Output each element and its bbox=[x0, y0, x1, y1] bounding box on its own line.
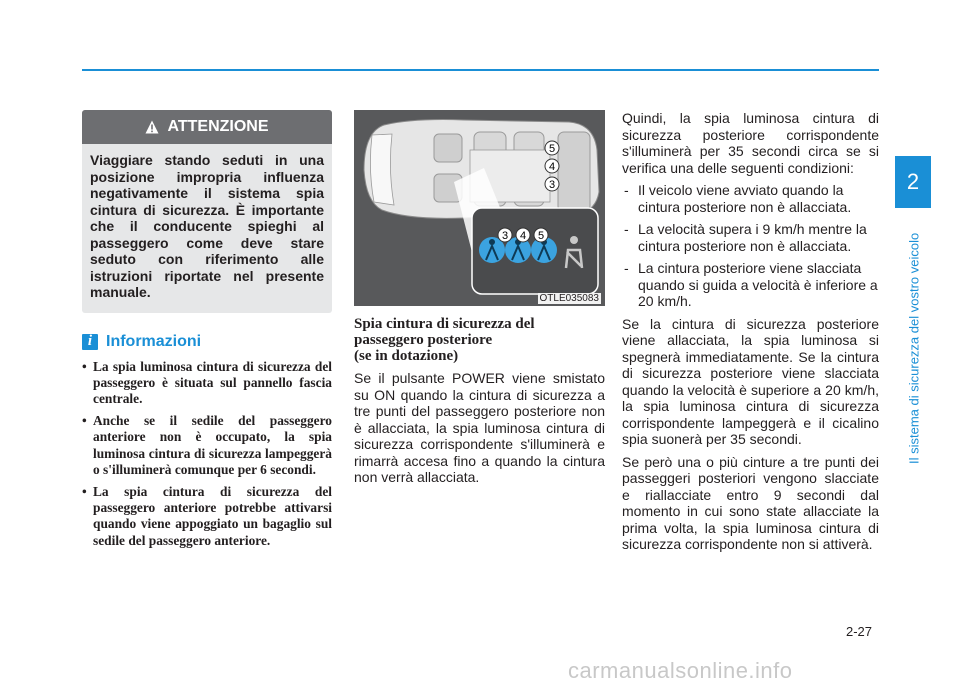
condition-item: - La velocità supera i 9 km/h mentre la cintura posteriore non è allacciata. bbox=[622, 221, 879, 254]
info-bullet: • La spia luminosa cintura di sicurezza del passeggero è situata sul pannello fascia centrale. bbox=[82, 359, 332, 408]
header-rule bbox=[82, 69, 879, 71]
condition-item: - La cintura posteriore viene slacciata quando si guida a velocità è inferiore a 20 km/h. bbox=[622, 260, 879, 310]
section-paragraph: Se il pulsante POWER viene smistato su ON quando la cintura di sicurezza a tre punti del passeggero posteriore non è allacciata, la spia luminosa cintura di sicurezza corrispondente s'illuminerà e rimarrà accesa fino a quando la cintura non verrà allacciata. bbox=[354, 370, 605, 485]
right-column bbox=[622, 110, 879, 553]
indicator-label: 4 bbox=[519, 230, 527, 242]
rear-seatbelt-figure bbox=[354, 110, 605, 306]
warning-text: Viaggiare stando seduti in una posizione impropria influenza negativamente il sistema spia cintura di sicurezza. È importante che il conducente spieghi al passeggero come deve stare seduto con riferimento alle istruzioni riportate nel presente manuale. bbox=[90, 152, 324, 300]
info-bullet: • Anche se il sedile del passeggero anteriore non è occupato, la spia luminosa cintura di sicurezza lampeggerà o s'illuminerà comunque per 6 secondi. bbox=[82, 413, 332, 478]
conditions-intro: Quindi, la spia luminosa cintura di sicurezza posteriore corrispondente s'illuminerà per 35 secondi circa se si verifica una delle seguenti condizioni: bbox=[622, 110, 879, 176]
seat-label: 3 bbox=[548, 179, 556, 191]
warning-header bbox=[82, 110, 332, 144]
watermark: carmanualsonline.info bbox=[568, 658, 793, 683]
section-title-line: passeggero posteriore bbox=[354, 332, 493, 348]
info-bullet: • La spia cintura di sicurezza del passeggero anteriore potrebbe attivarsi quando viene appoggiato un bagaglio sul sedile del passeggero anteriore. bbox=[82, 484, 332, 549]
section-title-line: Spia cintura di sicurezza del bbox=[354, 316, 535, 332]
middle-column bbox=[354, 110, 605, 486]
chapter-number-tab: 2 bbox=[895, 156, 931, 208]
seat-label: 4 bbox=[548, 161, 556, 173]
paragraph-fasten-unfasten: Se la cintura di sicurezza posteriore viene allacciata, la spia luminosa si spegnerà immediatamente. Se la cintura di sicurezza posteriore viene slacciata quando la velocità è superiore a 20 km/h, la spia luminosa cintura di sicurezza corrispondente lampeggerà e il cicalino spia suonerà per 35 secondi. bbox=[622, 315, 879, 447]
page-number: 2-27 bbox=[846, 624, 873, 639]
info-icon: i bbox=[82, 334, 98, 350]
paragraph-reconnect: Se però una o più cinture a tre punti dei passeggeri posteriori vengono slacciate e riallacciate entro 9 secondi dal momento in cui sono state allacciate la prima volta, la spia luminosa cintura di sicurezza corrispondente non si attiverà. bbox=[622, 453, 879, 552]
condition-item: - Il veicolo viene avviato quando la cintura posteriore non è allacciata. bbox=[622, 182, 879, 215]
chapter-title: Il sistema di sicurezza del vostro veicolo bbox=[906, 232, 922, 464]
warning-title: ATTENZIONE bbox=[167, 118, 269, 135]
warning-box bbox=[82, 110, 332, 313]
indicator-label: 3 bbox=[501, 230, 509, 242]
car-top-view-illustration bbox=[354, 110, 605, 306]
info-title: Informazioni bbox=[106, 332, 202, 350]
seat-label: 5 bbox=[548, 143, 556, 155]
info-bullet-list bbox=[82, 359, 332, 549]
conditions-list bbox=[622, 182, 879, 310]
section-title-line: (se in dotazione) bbox=[354, 348, 459, 364]
indicator-label: 5 bbox=[537, 230, 545, 242]
left-column bbox=[82, 110, 332, 555]
warning-triangle-icon bbox=[145, 120, 159, 134]
info-heading bbox=[82, 333, 332, 351]
figure-code: OTLE035083 bbox=[539, 293, 599, 304]
section-heading bbox=[354, 316, 605, 364]
